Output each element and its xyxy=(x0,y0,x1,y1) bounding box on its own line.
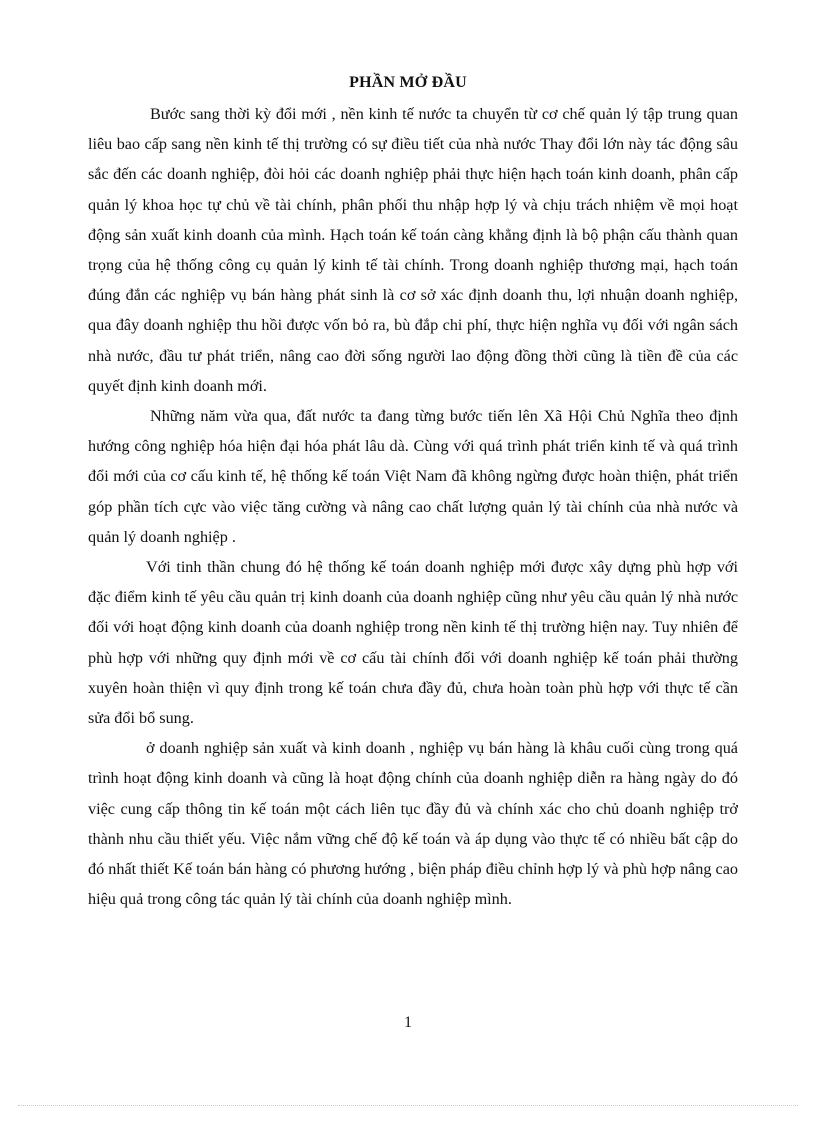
body-text xyxy=(88,99,738,914)
paragraph-intro: Bước sang thời kỳ đổi mới , nền kinh tế nước ta chuyển từ cơ chế quản lý tập trung quan liêu bao cấp sang nền kinh tế thị trường có sự điều tiết của nhà nước Thay đổi lớn này tác động sâu sắc đến các doanh nghiệp, đòi hỏi các doanh nghiệp phải thực hiện hạch toán kinh doanh, phân cấp quản lý khoa học tự chủ về tài chính, phân phối thu nhập hợp lý và chịu trách nhiệm về mọi hoạt động sản xuất kinh doanh của mình. Hạch toán kế toán càng khẳng định là bộ phận cấu thành quan trọng của hệ thống công cụ quản lý kinh tế tài chính. Trong doanh nghiệp thương mại, hạch toán đúng đắn các nghiệp vụ bán hàng phát sinh là cơ sở xác định doanh thu, lợi nhuận doanh nghiệp, qua đây doanh nghiệp thu hồi được vốn bỏ ra, bù đắp chi phí, thực hiện nghĩa vụ đối với ngân sách nhà nước, đầu tư phát triển, nâng cao đời sống người lao động đồng thời cũng là tiền đề của các quyết định kinh doanh mới. xyxy=(88,105,738,395)
paragraph-development: Những năm vừa qua, đất nước ta đang từng bước tiến lên Xã Hội Chủ Nghĩa theo định hướng công nghiệp hóa hiện đại hóa phát lâu dà. Cùng với quá trình phát triển kinh tế và quá trình đổi mới của cơ cấu kinh tế, hệ thống kế toán Việt Nam đã không ngừng được hoàn thiện, phát triển góp phần tích cực vào việc tăng cường và nâng cao chất lượng quản lý tài chính của nhà nước và quản lý doanh nghiệp . xyxy=(88,407,738,546)
page-title: PHẦN MỞ ĐẦU xyxy=(349,74,467,91)
paragraph-sales-accounting: ở doanh nghiệp sản xuất và kinh doanh , nghiệp vụ bán hàng là khâu cuối cùng trong quá trình hoạt động kinh doanh và cũng là hoạt động chính của doanh nghiệp diễn ra hàng ngày do đó việc cung cấp thông tin kế toán một cách liên tục đầy đủ và chính xác cho chủ doanh nghiệp trở thành nhu cầu thiết yếu. Việc nắm vững chế độ kế toán và áp dụng vào thực tế có nhiều bất cập do đó nhất thiết Kế toán bán hàng có phương hướng , biện pháp điều chỉnh hợp lý và phù hợp nâng cao hiệu quả trong công tác quản lý tài chính của doanh nghiệp mình. xyxy=(88,739,738,909)
page-divider xyxy=(18,1105,798,1106)
paragraph-accounting-system: Với tinh thần chung đó hệ thống kế toán doanh nghiệp mới được xây dựng phù hợp với đặc điểm kinh tế yêu cầu quản trị kinh doanh của doanh nghiệp cũng như yêu cầu quản lý nhà nước đối với hoạt động kinh doanh của doanh nghiệp trong nền kinh tế thị trường hiện nay. Tuy nhiên để phù hợp với những quy định mới về cơ cấu tài chính đối với doanh nghiệp kế toán phải thường xuyên hoàn thiện vì quy định trong kế toán chưa đầy đủ, chưa hoàn toàn phù hợp với thực tế cần sửa đổi bổ sung. xyxy=(88,558,738,728)
page-number: 1 xyxy=(404,1014,412,1031)
